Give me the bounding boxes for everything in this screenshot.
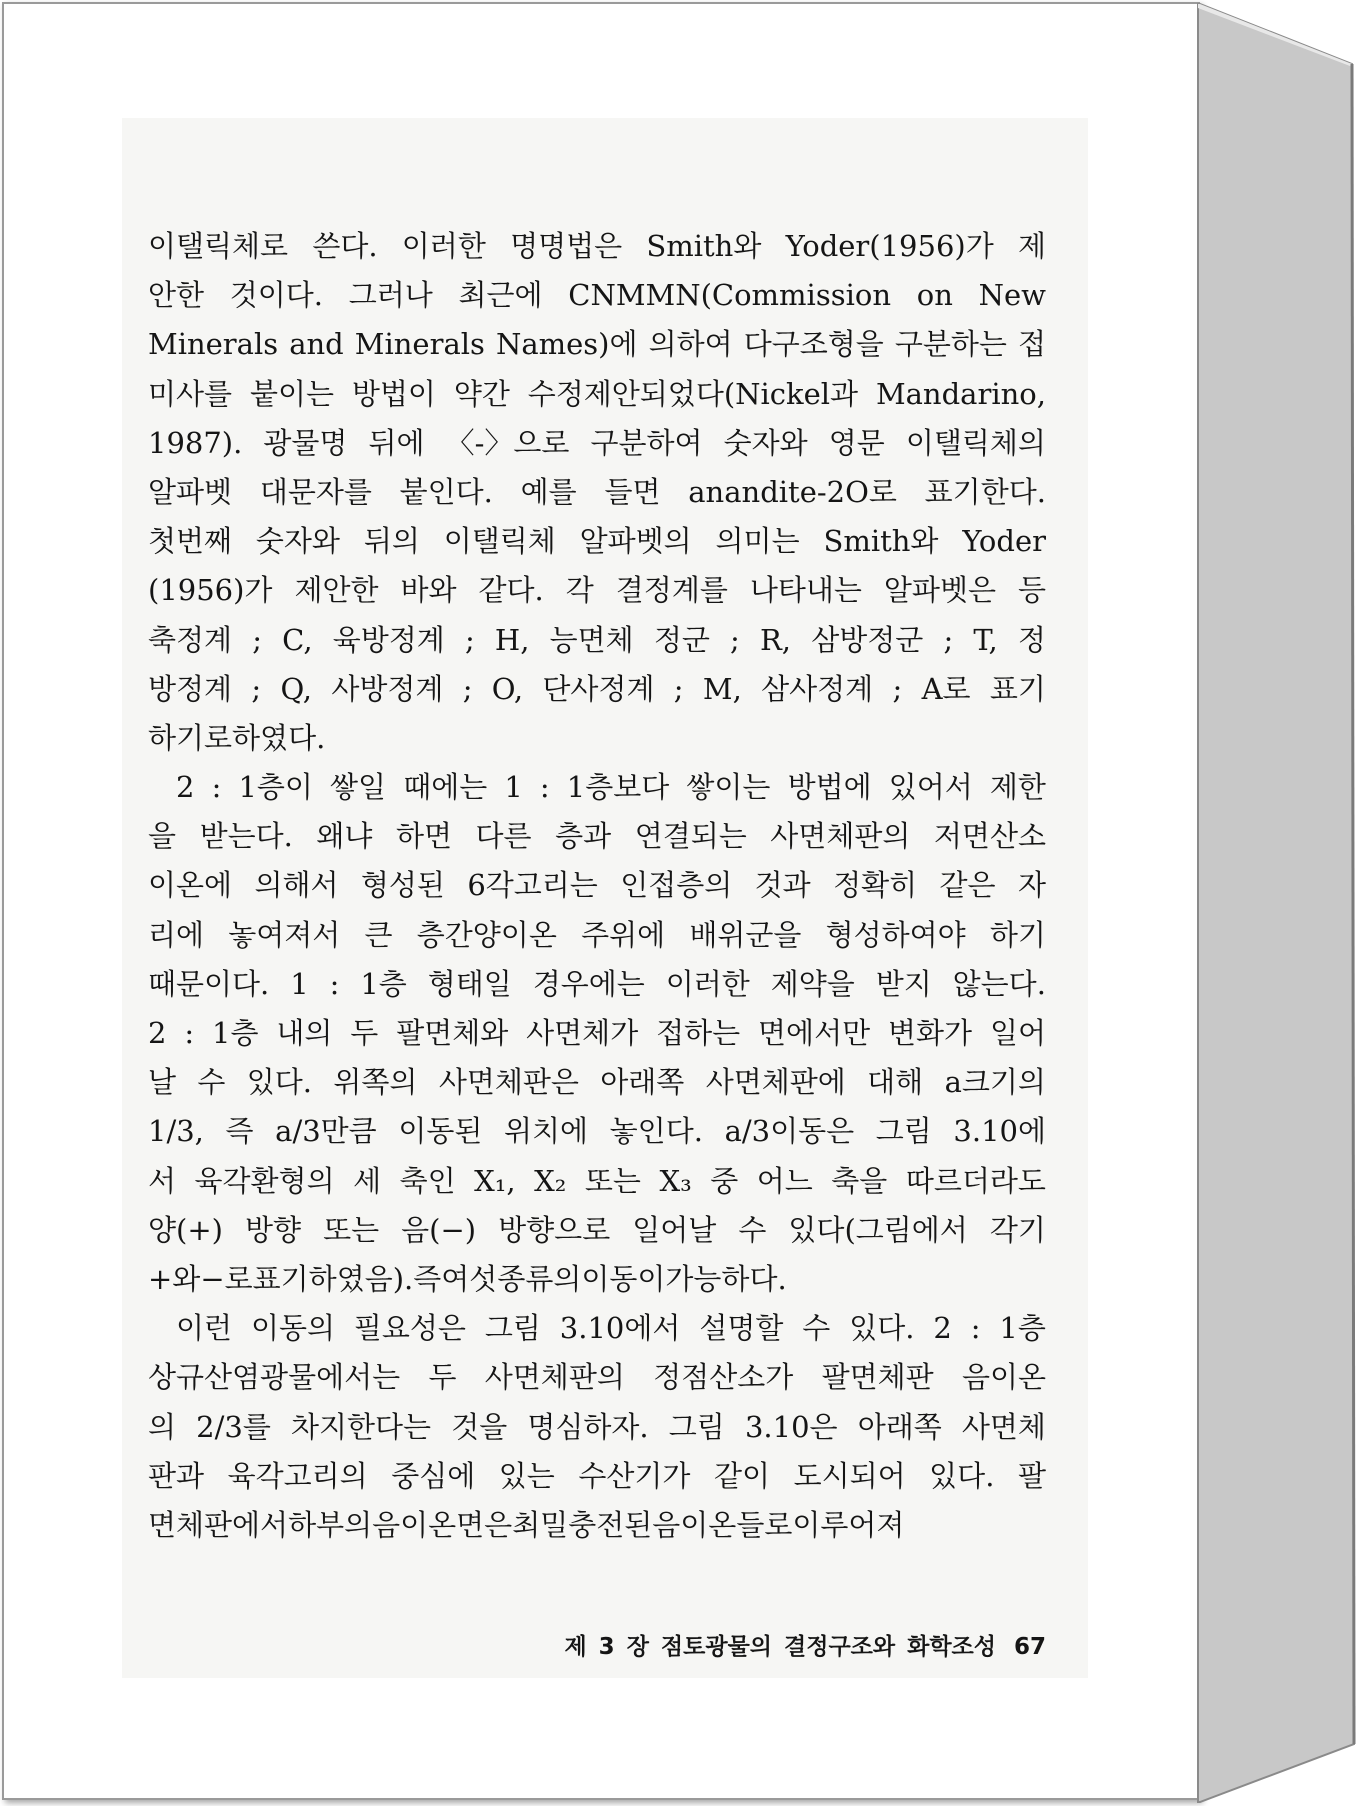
word: 쌓일	[330, 770, 387, 805]
word: 자	[1017, 868, 1046, 903]
word: 1층이	[238, 770, 313, 805]
word: 표기한다.	[924, 474, 1046, 509]
word: 능면체	[549, 622, 634, 657]
text-line	[148, 1107, 1046, 1156]
word: 방법에	[787, 770, 872, 805]
word: 배위군을	[689, 917, 802, 952]
word: Q,	[280, 671, 313, 706]
word: a/3만큼	[275, 1114, 377, 1149]
word: 의해서	[254, 868, 339, 903]
word: 따르더라도	[905, 1163, 1046, 1198]
word: X₃	[659, 1163, 692, 1198]
text-line	[148, 861, 1046, 910]
word: 하였다.	[232, 720, 326, 755]
word: 명심하자.	[527, 1409, 649, 1444]
word: 상규산염광물에서는	[148, 1360, 401, 1395]
word: 때에는	[403, 770, 488, 805]
word: 이러한	[401, 229, 486, 263]
word: 필요성은	[353, 1311, 466, 1346]
word: 놓인다.	[609, 1114, 703, 1149]
word: 삼방정군	[811, 622, 924, 657]
word: 있어서	[888, 770, 973, 805]
word: 약간	[453, 376, 510, 411]
word: 같이	[713, 1458, 771, 1493]
text-line	[148, 911, 1046, 960]
text-line	[148, 320, 1046, 369]
word: T,	[973, 622, 998, 657]
word: 정군	[653, 622, 710, 657]
text-line	[148, 468, 1046, 517]
word: 형태일	[427, 966, 512, 1001]
text-line	[148, 1255, 1046, 1304]
word: 그러나	[348, 278, 433, 313]
text-line	[148, 812, 1046, 861]
word: 제안한	[294, 573, 379, 608]
word: 아래쪽	[600, 1065, 685, 1100]
word: 삼사정계	[761, 671, 874, 706]
word: 놓여져서	[228, 917, 341, 952]
word: 3.10에	[953, 1114, 1046, 1149]
word: Smith와	[823, 524, 939, 559]
word: 제약을	[770, 966, 855, 1001]
text-line	[148, 1452, 1046, 1501]
word: 들면	[604, 474, 661, 509]
word: :	[539, 770, 550, 805]
word: 접	[1017, 327, 1046, 362]
word: 안한	[148, 278, 205, 313]
word: 그림	[875, 1114, 932, 1149]
word: 판과	[148, 1458, 205, 1493]
word: 경우에는	[532, 966, 645, 1001]
text-line	[148, 1403, 1046, 1452]
word: 육각고리의	[227, 1458, 368, 1493]
word: 저면산소	[933, 819, 1046, 854]
chapter-title: 제 3 장 점토광물의 결정구조와 화학조성	[564, 1634, 996, 1660]
word: 쌓이는	[686, 770, 771, 805]
word: :	[970, 1311, 981, 1346]
word: 리에	[148, 917, 205, 952]
word: 즉	[413, 1261, 442, 1296]
word: 대문자를	[259, 474, 372, 509]
word: 결정계를	[615, 573, 728, 608]
text-line	[148, 665, 1046, 714]
word: 그림	[484, 1311, 541, 1346]
word: 이탤릭체로	[148, 229, 289, 263]
body-text	[148, 222, 1046, 1550]
word: 2	[933, 1311, 952, 1346]
word: 하기	[989, 917, 1046, 952]
word: 영문	[828, 425, 885, 460]
word: 축정계	[148, 622, 233, 657]
word: 두	[428, 1360, 457, 1395]
word: 대해	[867, 1065, 924, 1100]
word: 때문이다.	[148, 966, 270, 1001]
text-line	[148, 222, 1046, 271]
word: 있다.	[246, 1065, 313, 1100]
word: 이탤릭체의	[905, 425, 1046, 460]
word: 6각고리는	[467, 868, 598, 903]
word: 3.10에서	[559, 1311, 681, 1346]
word: 이루어져	[792, 1507, 905, 1542]
word: 음이온면은	[372, 1507, 513, 1542]
text-line	[148, 616, 1046, 665]
word: 층과	[555, 819, 612, 854]
word: +와	[148, 1261, 201, 1296]
word: 알파벳의	[579, 524, 692, 559]
word: 육방정계	[332, 622, 445, 657]
word: 팔	[1017, 1458, 1046, 1493]
word: 두	[350, 1016, 379, 1050]
word: 있다.	[929, 1458, 995, 1493]
word: 받는다.	[199, 819, 293, 854]
word: 1	[290, 966, 309, 1001]
word: 사면체판의	[770, 819, 911, 854]
word: 접하는	[656, 1016, 741, 1050]
text-line	[148, 566, 1046, 615]
word: 즉	[225, 1114, 254, 1149]
word: 〈-〉으로	[445, 425, 570, 460]
word: 중	[710, 1163, 739, 1198]
word: 1층	[999, 1311, 1046, 1346]
word: 수	[802, 1311, 831, 1346]
word: 뒤에	[368, 425, 425, 460]
word: 2/3를	[196, 1409, 271, 1444]
word: 을	[148, 819, 177, 854]
word: 3.10은	[744, 1409, 838, 1444]
word: 1	[504, 770, 523, 805]
word: 사면체판은	[438, 1065, 579, 1100]
word: 각기	[989, 1212, 1046, 1247]
word: 수	[738, 1212, 767, 1247]
word: a크기의	[944, 1065, 1046, 1100]
text-line	[148, 1157, 1046, 1206]
word: 숫자와	[723, 425, 808, 460]
word: 제	[1017, 229, 1046, 263]
word: 구분하는	[894, 327, 1007, 362]
word: M,	[702, 671, 742, 706]
word: 것과	[754, 868, 811, 903]
page-number: 67	[1013, 1634, 1046, 1660]
word: 예를	[520, 474, 577, 509]
word: H,	[494, 622, 530, 657]
word: ;	[673, 671, 684, 706]
word: C,	[282, 622, 313, 657]
word: 최근에	[458, 278, 543, 313]
word: 각	[565, 573, 594, 608]
word: 하기로	[148, 720, 233, 755]
word: 주위에	[581, 917, 666, 952]
word: 형성하여야	[825, 917, 966, 952]
word: 변화가	[888, 1016, 973, 1050]
word: 구분하여	[590, 425, 703, 460]
word: A로	[921, 671, 971, 706]
word: 일어날	[632, 1212, 717, 1247]
word: 축인	[399, 1163, 456, 1198]
text-line	[148, 370, 1046, 419]
word: 2	[148, 1016, 167, 1050]
word: on	[916, 278, 953, 313]
word: 최밀충전된	[512, 1507, 653, 1542]
word: ;	[464, 622, 475, 657]
word: 붙인다.	[399, 474, 493, 509]
word: 이동의	[250, 1311, 335, 1346]
word: 이동된	[398, 1114, 483, 1149]
word: 1/3,	[148, 1114, 204, 1149]
word: 있는	[498, 1458, 555, 1493]
word: 정	[1017, 622, 1046, 657]
text-line	[148, 960, 1046, 1009]
text-line	[148, 1206, 1046, 1255]
word: 쓴다.	[312, 229, 378, 263]
word: 알파벳	[148, 474, 233, 509]
word: 일어	[989, 1016, 1046, 1050]
word: 표기	[989, 671, 1046, 706]
text-line	[148, 1353, 1046, 1402]
word: 이온에	[148, 868, 233, 903]
word: 위치에	[504, 1114, 589, 1149]
word: 큰	[364, 917, 393, 952]
word: 음이온들로	[652, 1507, 793, 1542]
word: 팔면체판	[821, 1360, 934, 1395]
word: 것이다.	[229, 278, 324, 313]
word: 차지한다는	[290, 1409, 432, 1444]
word: 설명할	[699, 1311, 784, 1346]
word: 위쪽의	[333, 1065, 418, 1100]
word: Yoder	[962, 524, 1046, 559]
word: 여섯	[441, 1261, 498, 1296]
word: 이동이	[581, 1261, 666, 1296]
word: 하부의	[288, 1507, 373, 1542]
text-line	[148, 1304, 1046, 1353]
word: −로	[200, 1261, 253, 1296]
word: 어느	[756, 1163, 813, 1198]
word: 다구조형을	[743, 327, 884, 362]
word: 않는다.	[952, 966, 1046, 1001]
word: 내의	[276, 1016, 333, 1050]
word: 방법이	[351, 376, 436, 411]
text-line	[148, 271, 1046, 320]
word: 있다.	[849, 1311, 915, 1346]
word: 음이온	[961, 1360, 1046, 1395]
page-footer	[500, 1628, 1046, 1661]
word: 도시되어	[793, 1458, 906, 1493]
text-line	[148, 1009, 1046, 1058]
word: 축을	[831, 1163, 888, 1198]
word: 붙이는	[249, 376, 334, 411]
word: 의	[148, 1409, 177, 1444]
text-line	[148, 419, 1046, 468]
word: 사면체가	[526, 1016, 639, 1050]
text-line	[148, 714, 1046, 763]
word: Minerals	[354, 327, 485, 362]
text-line	[148, 517, 1046, 566]
word: :	[184, 1016, 195, 1050]
word: 알파벳은	[883, 573, 996, 608]
text-line	[148, 1058, 1046, 1107]
word: 1층	[360, 966, 407, 1001]
word: 팔면체와	[396, 1016, 509, 1050]
word: 정점산소가	[653, 1360, 794, 1395]
word: 의하여	[648, 327, 733, 362]
word: 광물명	[263, 425, 348, 460]
word: 가능하다.	[665, 1261, 787, 1296]
word: 제한	[989, 770, 1046, 805]
word: Mandarino,	[875, 376, 1046, 411]
word: 이탤릭체	[443, 524, 556, 559]
word: 1층보다	[566, 770, 670, 805]
word: ;	[252, 622, 262, 657]
word: 왜냐	[316, 819, 373, 854]
word: 육각환형의	[194, 1163, 335, 1198]
word: Names)에	[495, 327, 638, 362]
word: 의미는	[715, 524, 800, 559]
word: 양(+)	[148, 1212, 223, 1247]
word: New	[978, 278, 1046, 313]
word: 2	[176, 770, 195, 805]
word: O,	[491, 671, 524, 706]
word: 이러한	[665, 966, 750, 1001]
word: X₂	[534, 1163, 567, 1198]
word: 수정제안되었다(Nickel과	[527, 376, 859, 411]
word: 또는	[323, 1212, 380, 1247]
word: 사방정계	[331, 671, 444, 706]
word: 바와	[400, 573, 457, 608]
word: ;	[462, 671, 473, 706]
word: 중심에	[391, 1458, 476, 1493]
word: 것을	[451, 1409, 508, 1444]
word: Minerals	[148, 327, 279, 362]
word: 다른	[475, 819, 532, 854]
word: 사면체판의	[484, 1360, 625, 1395]
word: 사면체	[961, 1409, 1046, 1444]
word: :	[211, 770, 222, 805]
word: 있다(그림에서	[788, 1212, 968, 1247]
word: and	[289, 327, 344, 362]
word: 같은	[939, 868, 996, 903]
word: 받지	[875, 966, 932, 1001]
word: X₁,	[474, 1163, 516, 1198]
word: 아래쪽	[857, 1409, 942, 1444]
word: 음(−)	[401, 1212, 477, 1247]
word: 정확히	[833, 868, 918, 903]
word: 면체판에서	[148, 1507, 289, 1542]
page-edge-graphic	[1196, 2, 1357, 1804]
word: 1층	[212, 1016, 259, 1050]
word: 1987).	[148, 425, 243, 460]
word: ;	[251, 671, 262, 706]
word: 서	[148, 1163, 177, 1198]
word: 미사를	[148, 376, 233, 411]
word: 또는	[584, 1163, 641, 1198]
word: anandite-2O로	[688, 474, 897, 509]
word: 방향	[245, 1212, 302, 1247]
word: 그림	[668, 1409, 725, 1444]
word: (1956)가	[148, 573, 273, 608]
word: ;	[892, 671, 903, 706]
word: 첫번째	[148, 524, 233, 559]
word: 층간양이온	[416, 917, 557, 952]
word: 세	[353, 1163, 382, 1198]
word: 인접층의	[620, 868, 733, 903]
word: 방정계	[148, 671, 233, 706]
text-line	[148, 1501, 1046, 1550]
word: 종류의	[497, 1261, 582, 1296]
word: Smith와	[646, 229, 762, 263]
word: 뒤의	[363, 524, 420, 559]
word: ;	[730, 622, 740, 657]
word: 등	[1017, 573, 1046, 608]
word: 날	[148, 1065, 177, 1100]
word: 수산기가	[578, 1458, 691, 1493]
word: 수	[197, 1065, 226, 1100]
word: Yoder(1956)가	[785, 229, 994, 263]
word: 명명법은	[510, 229, 623, 263]
word: 사면체판에	[705, 1065, 846, 1100]
word: 단사정계	[542, 671, 655, 706]
word: 숫자와	[255, 524, 340, 559]
word: a/3이동은	[724, 1114, 855, 1149]
word: 나타내는	[749, 573, 862, 608]
word: 면에서만	[758, 1016, 871, 1050]
word: 같다.	[478, 573, 544, 608]
word: 방향으로	[498, 1212, 611, 1247]
word: :	[329, 966, 340, 1001]
word: ;	[943, 622, 954, 657]
word: 표기하였음).	[252, 1261, 414, 1296]
word: 연결되는	[634, 819, 747, 854]
word: CNMMN(Commission	[568, 278, 892, 313]
word: 하면	[395, 819, 452, 854]
text-line	[148, 763, 1046, 812]
word: R,	[759, 622, 792, 657]
word: 이런	[176, 1311, 233, 1346]
word: 형성된	[360, 868, 445, 903]
